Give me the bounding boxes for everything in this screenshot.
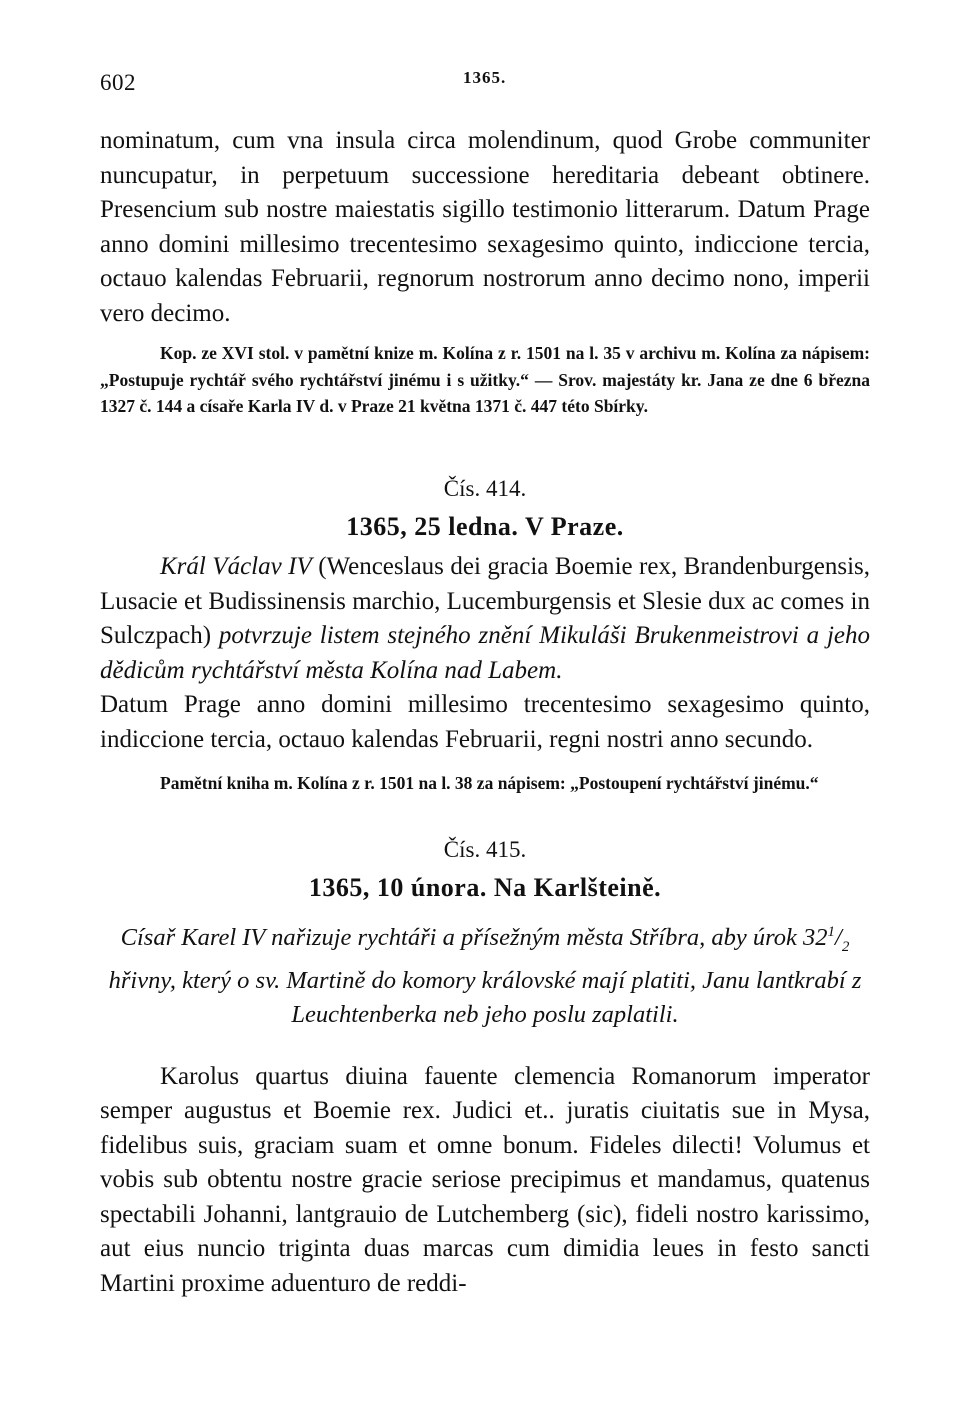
doc-415-summary-b: hřivny, který o sv. Martině do komory královské mají platiti, Janu lantkrabí z Leuchtenberka neb jeho poslu zaplatili. bbox=[108, 966, 862, 1028]
doc-415-date: 1365, 10 února. Na Karlšteině. bbox=[308, 872, 662, 902]
doc-415-frac-den: 2 bbox=[841, 938, 850, 955]
doc-413-note: Kop. ze XVI stol. v pamětní knize m. Kolína z r. 1501 na l. 35 v archivu m. Kolína za nápisem: „Postupuje rychtář svého rychtářství jinému i s užitky.“ — Srov. majestáty kr. Jana ze dne 6 března 1327 č. 144 a císaře Karla IV d. v Praze 21 května 1371 č. 447 této Sbírky. bbox=[100, 343, 870, 417]
running-head: 1365. bbox=[463, 68, 507, 87]
doc-414-text: Datum Prage anno domini millesimo trecentesimo sexagesimo quinto, indiccione tercia, octauo kalendas Februarii, regni nostri anno secundo. bbox=[100, 691, 870, 753]
doc-414-note: Pamětní kniha m. Kolína z r. 1501 na l. 38 za nápisem: „Postoupení rychtářství jinému.“ bbox=[160, 773, 819, 794]
page-number: 602 bbox=[100, 70, 136, 95]
doc-414-number: Čís. 414. bbox=[443, 476, 527, 502]
doc-415-frac-num: 1 bbox=[827, 923, 836, 940]
doc-414-summary bbox=[100, 550, 870, 688]
page-header bbox=[100, 60, 870, 100]
doc-415-text: Karolus quartus diuina fauente clemencia Romanorum imperator semper augustus et Boemie rex. Judici et.. juratis ciuitatis sue in Mysa, fidelibus suis, graciam suam et omne bonum. Fideles dilecti! Volumus et vobis sub obtentu nostre gracie seriose precipimus et mandamus, quatenus spectabili Johanni, lantgrauio de Lutchemberg (sic), fideli nostro karissimo, aut eius nuncio triginta duas marcas cum dimidia leues in festo sancti Martini proxime aduenturo de reddi- bbox=[100, 1062, 870, 1297]
doc-415-number: Čís. 415. bbox=[443, 836, 527, 862]
page bbox=[100, 60, 870, 1301]
doc-414-summary-italic-1: Král Václav IV bbox=[160, 553, 312, 581]
doc-413-text: nominatum, cum vna insula circa molendinum, quod Grobe communiter nuncupatur, in perpetuum successione hereditaria debeant obtinere. Presencium sub nostre maiestatis sigillo testimonio litterarum. Datum Prage anno domini millesimo trecentesimo sexagesimo quinto, indiccione tercia, octauo kalendas Februarii, regnorum nostrorum anno decimo nono, imperii vero decimo. bbox=[100, 127, 870, 327]
doc-414-summary-italic-2: potvrzuje listem stejného znění Mikuláši Brukenmeistrovi a jeho dědicům rychtářství města Kolína nad Labem. bbox=[100, 622, 870, 684]
doc-414-date: 1365, 25 ledna. V Praze. bbox=[346, 512, 624, 542]
doc-414-summary-plain: (Wenceslaus dei gracia Boemie rex, Brandenburgensis, Lusacie et Budissinensis marchio, Lucemburgensis et Slesie dux ac comes in Sulczpach) bbox=[100, 553, 870, 650]
doc-415-summary: Císař Karel IV nařizuje rychtáři a přísežným města Stříbra, aby úrok $32^1/_2$ hřivny, který o sv. Martině do komory královské mají platiti, Janu lantkrabí z Leuchtenberka neb jeho poslu zaplatili. bbox=[108, 923, 862, 1028]
doc-415-summary-a: Císař Karel IV nařizuje rychtáři a přísežným města Stříbra, aby úrok 32 bbox=[120, 923, 828, 951]
